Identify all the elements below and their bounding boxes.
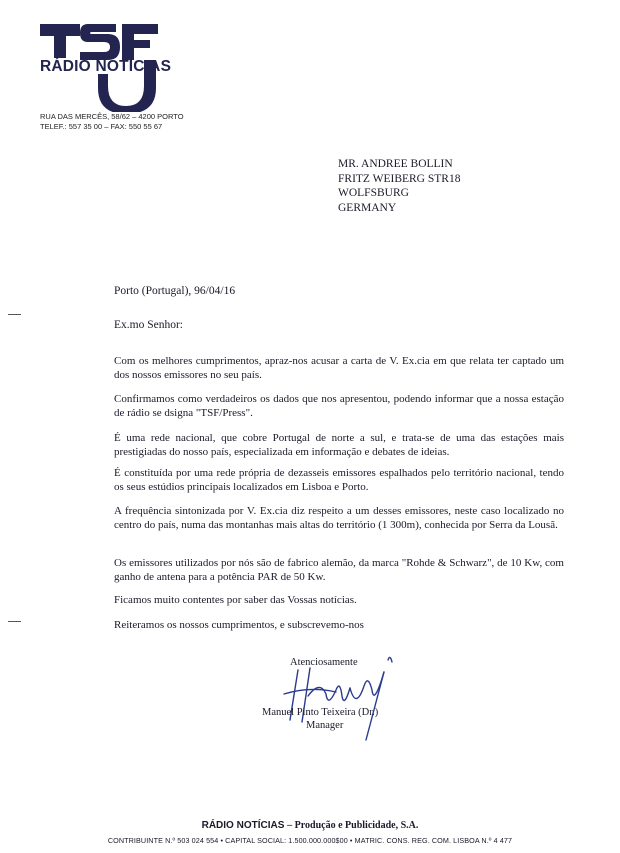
date-line: Porto (Portugal), 96/04/16 [114,285,236,297]
salutation: Ex.mo Senhor: [114,319,183,331]
fold-mark [8,314,21,315]
handwritten-signature [280,650,410,745]
recipient-line: GERMANY [338,201,397,214]
address-line: RUA DAS MERCÊS, 58/62 – 4200 PORTO [40,112,184,121]
recipient-line: WOLFSBURG [338,187,409,199]
signer-name: Manuel Pinto Teixeira (Dr.) [262,707,379,718]
valediction: Atenciosamente [290,657,358,668]
fold-mark [8,621,21,622]
recipient-line: FRITZ WEIBERG STR18 [338,172,461,185]
body-paragraph: Com os melhores cumprimentos, apraz-nos acusar a carta de V. Ex.cia em que relata ter captado um dos nossos emissores no seu país. [114,355,564,381]
body-paragraph: A frequência sintonizada por V. Ex.cia diz respeito a um desses emissores, neste caso localizado no centro do país, numa das montanhas mais altas do território (1 300m), conhecida por Serra da Lousã. [114,505,564,531]
body-paragraph: Ficamos muito contentes por saber das Vossas notícias. [114,594,357,606]
body-paragraph: Os emissores utilizados por nós são de fabrico alemão, da marca "Rohde & Schwarz", de 10 Kw, com ganho de antena para a potência PAR de 50 Kw. [114,557,564,583]
body-paragraph: É uma rede nacional, que cobre Portugal de norte a sul, e trata-se de uma das estações mais prestigiadas do nosso país, especializada em informação e debates de ideias. [114,432,564,458]
recipient-address [338,157,460,215]
body-paragraph: É constituída por uma rede própria de dezasseis emissores espalhados pelo território nacional, tendo os seus estúdios principais localizados em Lisboa e Porto. [114,467,564,493]
footer-company-subtitle: – Produção e Publicidade, S.A. [287,820,419,831]
phone-line: TELEF.: 557 35 00 – FAX: 550 55 67 [40,122,163,131]
body-paragraph: Confirmamos como verdadeiros os dados que nos apresentou, podendo informar que a nossa estação de rádio se dsigna "TSF/Press". [114,393,564,419]
footer-registration: CONTRIBUINTE N.º 503 024 554 • CAPITAL SOCIAL: 1.500.000.000$00 • MATRIC. CONS. REG. COM. LISBOA N.º 4 477 [107,836,513,845]
station-name: RÁDIO NOTÍCIAS [40,58,172,75]
recipient-line: MR. ANDREE BOLLIN [338,158,453,170]
footer-company-name: RÁDIO NOTÍCIAS [201,820,285,831]
footer-company [0,820,620,831]
signer-title: Manager [306,720,344,731]
body-paragraph: Reiteramos os nossos cumprimentos, e subscrevemo-nos [114,619,364,631]
